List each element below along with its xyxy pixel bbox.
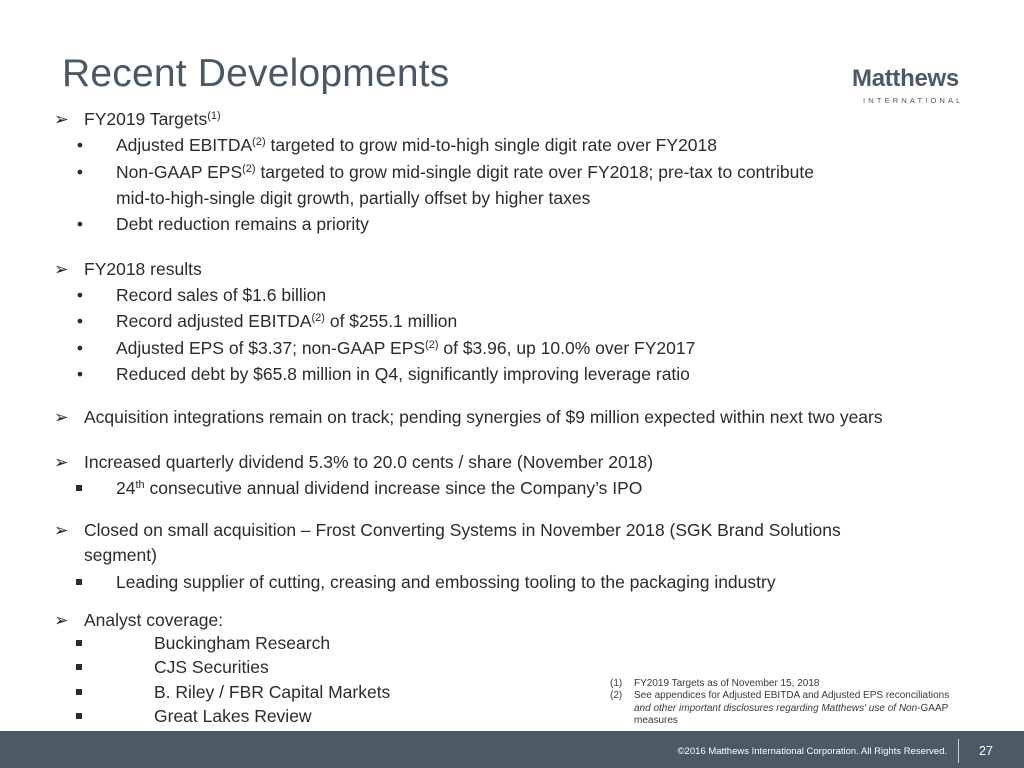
square-bullet-icon [76,640,82,646]
arrow-bullet-icon: ➢ [54,407,69,427]
copyright-text: ©2016 Matthews International Corporation. All Rights Reserved. [677,746,947,757]
square-bullet-icon [76,713,82,719]
bullet-continuation: mid-to-high-single digit growth, partially offset by higher taxes [116,188,591,208]
arrow-bullet-icon: ➢ [54,452,69,472]
arrow-bullet-icon: ➢ [54,109,69,129]
footnotes [610,678,1010,728]
footnote-2: (2) See appendices for Adjusted EBITDA and Adjusted EPS reconciliations and other important disclosures regarding Matthews' use of Non-GAAP measures [610,690,950,727]
bullet-dot-icon: • [76,214,84,234]
bullet-dot-icon: • [76,135,84,155]
arrow-bullet-icon: ➢ [54,520,69,540]
footer-divider [958,739,959,763]
footnote-1: (1) FY2019 Targets as of November 15, 2018 [610,678,820,689]
square-bullet-icon [76,485,82,491]
logo-wordmark: Matthews [852,65,959,92]
footer-bar [0,731,1024,768]
page-number: 27 [979,744,993,758]
bullet-dot-icon: • [76,338,84,358]
square-bullet-icon [76,579,82,585]
arrow-bullet-icon: ➢ [54,610,69,630]
square-bullet-icon [76,664,82,670]
bullet-dot-icon: • [76,364,84,384]
bullet-dot-icon: • [76,162,84,182]
bullet-dot-icon: • [76,285,84,305]
logo-subtitle: INTERNATIONAL [863,96,964,105]
heading-continuation: segment) [84,545,157,565]
slide-title: Recent Developments [62,52,450,95]
arrow-bullet-icon: ➢ [54,259,69,279]
square-bullet-icon [76,689,82,695]
bullet-dot-icon: • [76,311,84,331]
slide-body: ➢ FY2019 Targets$^{(1)}$ • Adjusted EBITDA$^{(2)}$ targeted to grow mid-to-high single digit rate over FY2018 • Non-GAAP EPS$^{(2)}$ targeted to grow mid-single digit rate over FY2018; pre-tax to contribute mid-to-high-single digit growth, partially offset by higher taxes • Debt reduction remains a priority ➢ FY2018 results • Record sales of $1.6 billion • Record adjusted EBITDA$^{(2)}$ of $255.1 million • Adjusted EPS of $3.37; non-GAAP EPS$^{(2)}$ of $3.96, up 10.0% over FY2017 • Reduced debt by $65.8 million in Q4, significantly improving leverage ratio ➢ Acquisition integrations remain on track; pending synergies of $9 million expected within next two years ➢ Increased quarterly dividend 5.3% to 20.0 cents / share (November 2018) 24th consecutive annual dividend increase since the Company’s IPO ➢ Closed on small acquisition – Frost Converting Systems in November 2018 (SGK Brand Solutions segment) Leading supplier of cutting, creasing and embossing tooling to the packaging industry ➢ Analyst coverage: Buckingham Research CJS Securities B. Riley / FBR Capital Markets Great Lakes Review [54,109,883,726]
